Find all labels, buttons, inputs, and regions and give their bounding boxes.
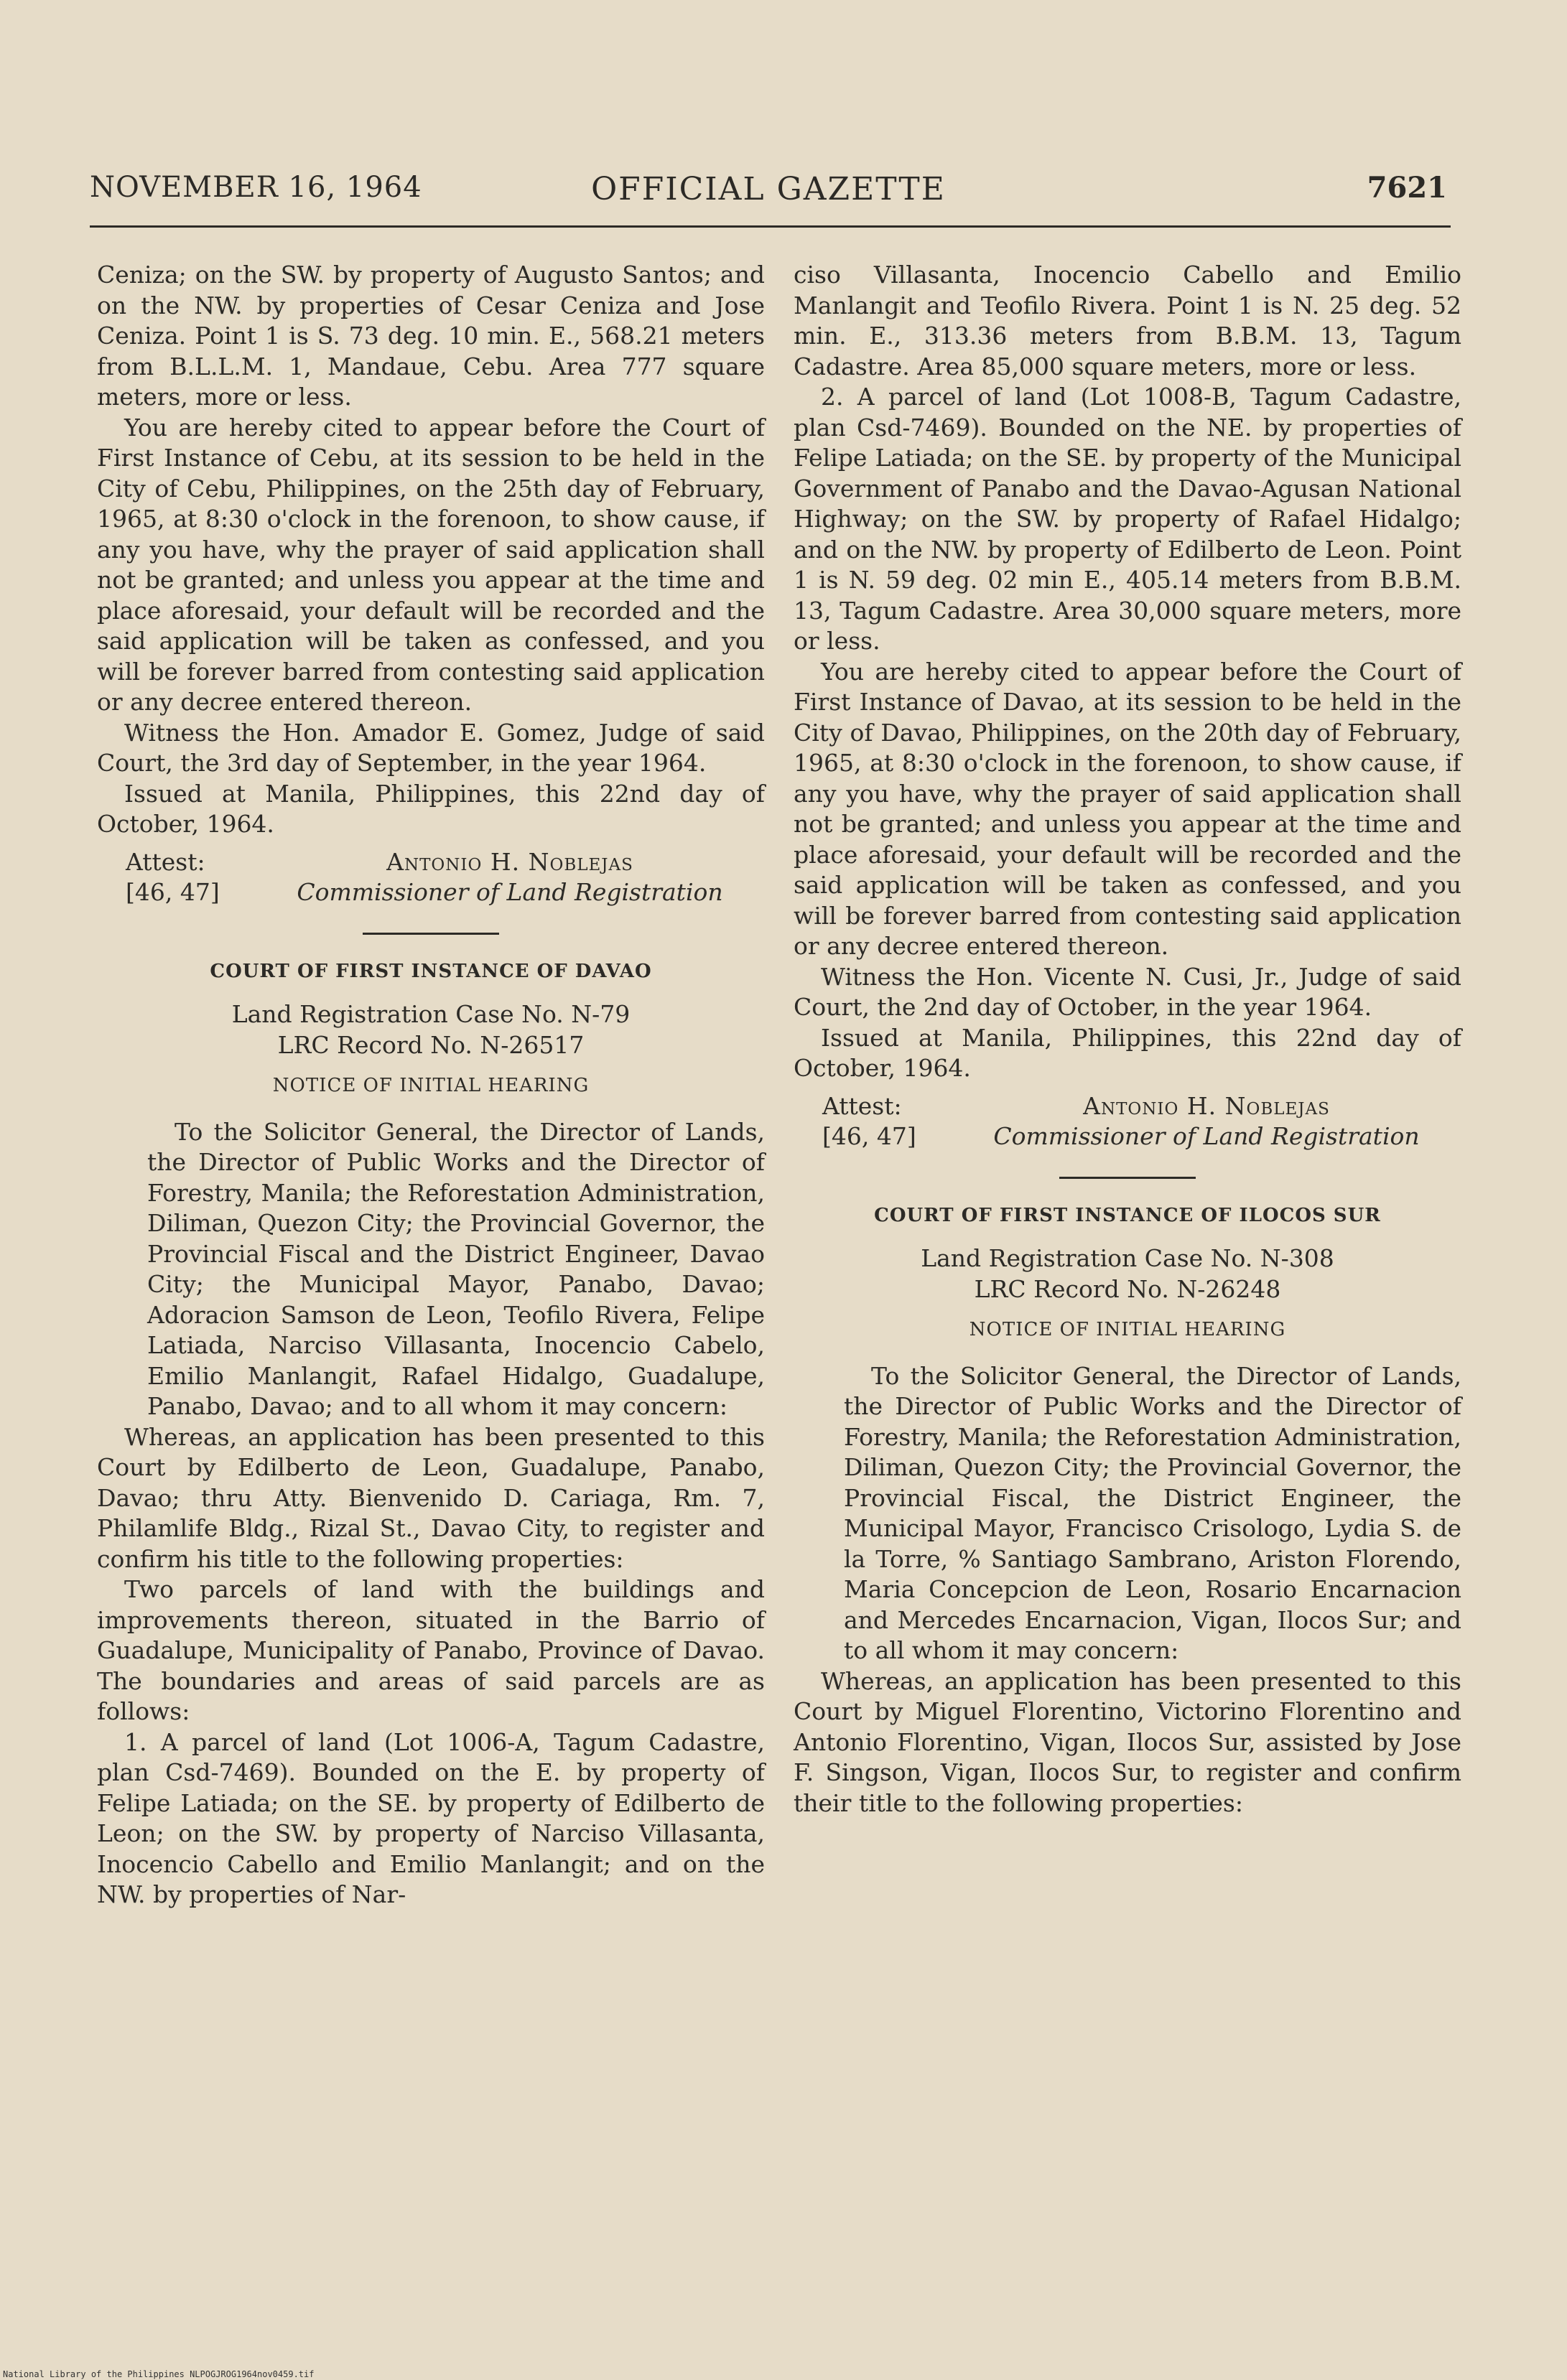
addressees: To the Solicitor General, the Director of Lands, the Director of Public Works and the Director of Forestry, Manila; the Reforestation Administration, Diliman, Quezon City; the Provincial Governor, the Provincial Fiscal, the District Engineer, the Municipal Mayor, Francisco Crisologo, Lydia S. de la Torre, % Santiago Sambrano, Ariston Florendo, Maria Concepcion de Leon, Rosario Encarnacion and Mercedes Encarnacion, Vigan, Ilocos Sur; and to all whom it may concern:: [844, 1361, 1461, 1664]
attest-label: Attest:: [822, 1091, 902, 1120]
signature-block: [255, 847, 765, 908]
page-number: 7621: [1367, 171, 1447, 205]
page-header: [90, 171, 1447, 214]
paragraph: 1. A parcel of land (Lot 1006-A, Tagum Cadastre, plan Csd-7469). Bounded on the E. by property of Felipe Latiada; on the SE. by property of Edilberto de Leon; on the SW. by property of Narciso Villasanta, Inocencio Cabello and Emilio Manlangit; and on the NW. by properties of Nar-: [97, 1727, 765, 1908]
court-heading: COURT OF FIRST INSTANCE OF DAVAO: [210, 960, 652, 982]
paragraph: Witness the Hon. Vicente N. Cusi, Jr., Judge of said Court, the 2nd day of October, in the year 1964.: [794, 962, 1461, 1021]
paragraph: Whereas, an application has been presented to this Court by Miguel Florentino, Victorino Florentino and Antonio Florentino, Vigan, Ilocos Sur, assisted by Jose F. Singson, Vigan, Ilocos Sur, to register and confirm their title to the following properties:: [794, 1666, 1461, 1817]
signatory-name: Antonio H. Noblejas: [1083, 1091, 1330, 1120]
paragraph: You are hereby cited to appear before the Court of First Instance of Cebu, at its session to be held in the City of Cebu, Philippines, on the 25th day of February, 1965, at 8:30 o'clock in the forenoon, to show cause, if any you have, why the prayer of said application shall not be granted; and unless you appear at the time and place aforesaid, your default will be recorded and the said application will be taken as confessed, and you will be forever barred from contesting said application or any decree entered thereon.: [97, 413, 765, 716]
attest-label: Attest:: [126, 847, 205, 876]
addressees: To the Solicitor General, the Director of Lands, the Director of Public Works and the Director of Forestry, Manila; the Reforestation Administration, Diliman, Quezon City; the Provincial Governor, the Provincial Fiscal and the District Engineer, Davao City; the Municipal Mayor, Panabo, Davao; Adoracion Samson de Leon, Teofilo Rivera, Felipe Latiada, Narciso Villasanta, Inocencio Cabelo, Emilio Manlangit, Rafael Hidalgo, Guadalupe, Panabo, Davao; and to all whom it may concern:: [147, 1117, 765, 1420]
signature-block: [952, 1091, 1461, 1152]
court-heading: COURT OF FIRST INSTANCE OF ILOCOS SUR: [874, 1204, 1381, 1226]
paragraph: Witness the Hon. Amador E. Gomez, Judge of said Court, the 3rd day of September, in the year 1964.: [97, 718, 765, 777]
section-divider: [1059, 1177, 1196, 1179]
paragraph: Issued at Manila, Philippines, this 22nd day of October, 1964.: [794, 1023, 1461, 1082]
paragraph: Ceniza; on the SW. by property of Augusto Santos; and on the NW. by properties of Cesar Ceniza and Jose Ceniza. Point 1 is S. 73 deg. 10 min. E., 568.21 meters from B.L.L.M. 1, Mandaue, Cebu. Area 777 square meters, more or less.: [97, 261, 765, 411]
paragraph: ciso Villasanta, Inocencio Cabello and Emilio Manlangit and Teofilo Rivera. Point 1 is N. 25 deg. 52 min. E., 313.36 meters from B.B.M. 13, Tagum Cadastre. Area 85,000 square meters, more or less.: [794, 261, 1461, 381]
left-column: [97, 260, 765, 1910]
paragraph: Issued at Manila, Philippines, this 22nd day of October, 1964.: [97, 779, 765, 838]
header-rule: [90, 225, 1451, 228]
section-divider: [363, 933, 499, 935]
attest-label-block: [794, 1091, 952, 1152]
signatory-office: Commissioner of Land Registration: [993, 1122, 1420, 1150]
attest-reference: [46, 47]: [822, 1122, 916, 1150]
paragraph: Two parcels of land with the buildings and improvements thereon, situated in the Barrio of Guadalupe, Municipality of Panabo, Province of Davao. The boundaries and areas of said parcels are as follows:: [97, 1575, 765, 1725]
paragraph: Whereas, an application has been presented to this Court by Edilberto de Leon, Guadalupe, Panabo, Davao; thru Atty. Bienvenido D. Cariaga, Rm. 7, Philamlife Bldg., Rizal St., Davao City, to register and confirm his title to the following properties:: [97, 1422, 765, 1573]
paragraph: You are hereby cited to appear before the Court of First Instance of Davao, at its session to be held in the City of Davao, Philippines, on the 20th day of February, 1965, at 8:30 o'clock in the forenoon, to show cause, if any you have, why the prayer of said application shall not be granted; and unless you appear at the time and place aforesaid, your default will be recorded and the said application will be taken as confessed, and you will be forever barred from contesting said application or any decree entered thereon.: [794, 657, 1461, 960]
notice-heading: NOTICE OF INITIAL HEARING: [272, 1075, 590, 1096]
case-number: Land Registration Case No. N-308: [921, 1244, 1334, 1272]
paragraph: 2. A parcel of land (Lot 1008-B, Tagum Cadastre, plan Csd-7469). Bounded on the NE. by properties of Felipe Latiada; on the SE. by property of the Municipal Government of Panabo and the Davao-Agusan National Highway; on the SW. by property of Rafael Hidalgo; and on the NW. by property of Edilberto de Leon. Point 1 is N. 59 deg. 02 min E., 405.14 meters from B.B.M. 13, Tagum Cadastre. Area 30,000 square meters, more or less.: [794, 383, 1461, 655]
case-number: Land Registration Case No. N-79: [231, 1000, 631, 1028]
lrc-record: LRC Record No. N-26517: [277, 1030, 585, 1059]
attestation: [794, 1091, 1461, 1152]
publication-title: OFFICIAL GAZETTE: [591, 171, 946, 207]
attest-label-block: [97, 847, 255, 908]
signatory-name: Antonio H. Noblejas: [386, 847, 633, 876]
notice-heading: NOTICE OF INITIAL HEARING: [969, 1319, 1286, 1340]
signatory-office: Commissioner of Land Registration: [297, 878, 723, 906]
attestation: [97, 847, 765, 908]
issue-date: NOVEMBER 16, 1964: [90, 171, 422, 204]
right-column: [794, 260, 1461, 1819]
lrc-record: LRC Record No. N-26248: [974, 1274, 1281, 1303]
attest-reference: [46, 47]: [126, 878, 220, 906]
scan-footer: National Library of the Philippines NLPOGJROG1964nov0459.tif: [3, 2369, 315, 2379]
